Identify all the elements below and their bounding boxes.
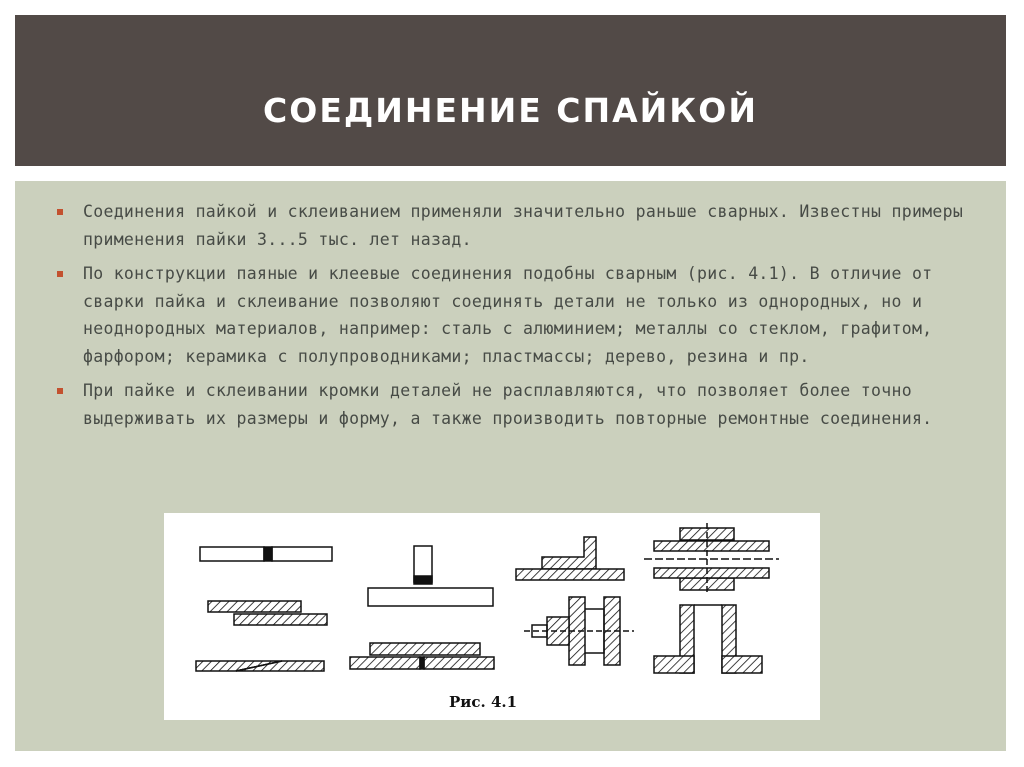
figure-caption: Рис. 4.1 bbox=[449, 693, 518, 711]
slide-title: СОЕДИНЕНИЕ СПАЙКОЙ bbox=[263, 91, 758, 130]
bullet-item bbox=[45, 260, 975, 370]
bullet-item bbox=[45, 377, 975, 432]
t-joint-drawing bbox=[368, 546, 493, 606]
sleeve-joint-drawing bbox=[644, 523, 779, 595]
bullet-text: По конструкции паяные и клеевые соединения подобны сварным (рис. 4.1). В отличие от сварки пайка и склеивание позволяют соединять детали не только из однородных, но и неоднородных материалов, например: сталь с алюминием; металлы со стеклом, графитом, фарфором; керамика с полупроводниками; пластмассы; дерево, резина и пр. bbox=[83, 264, 933, 366]
angle-joint-drawing bbox=[516, 537, 624, 580]
bullet-square-icon bbox=[57, 388, 63, 394]
lap-joint-drawing bbox=[208, 601, 327, 625]
bullet-square-icon bbox=[57, 271, 63, 277]
title-bar bbox=[15, 15, 1006, 166]
bullet-square-icon bbox=[57, 209, 63, 215]
scarf-joint-drawing bbox=[196, 661, 324, 671]
bullet-list bbox=[45, 198, 975, 439]
strap-joint-drawing bbox=[350, 643, 494, 669]
bullet-item bbox=[45, 198, 975, 253]
butt-joint-drawing bbox=[200, 547, 332, 561]
pipe-flange-joint-drawing bbox=[654, 605, 762, 673]
bullet-text: Соединения пайкой и склеиванием применяли значительно раньше сварных. Известны примеры применения пайки 3...5 тыс. лет назад. bbox=[83, 202, 964, 249]
flange-joint-drawing bbox=[524, 597, 634, 665]
joint-diagram-svg bbox=[164, 513, 820, 720]
bullet-text: При пайке и склеивании кромки деталей не расплавляются, что позволяет более точно выдерживать их размеры и форму, а также производить повторные ремонтные соединения. bbox=[83, 381, 933, 428]
joint-diagram-figure bbox=[164, 513, 820, 720]
